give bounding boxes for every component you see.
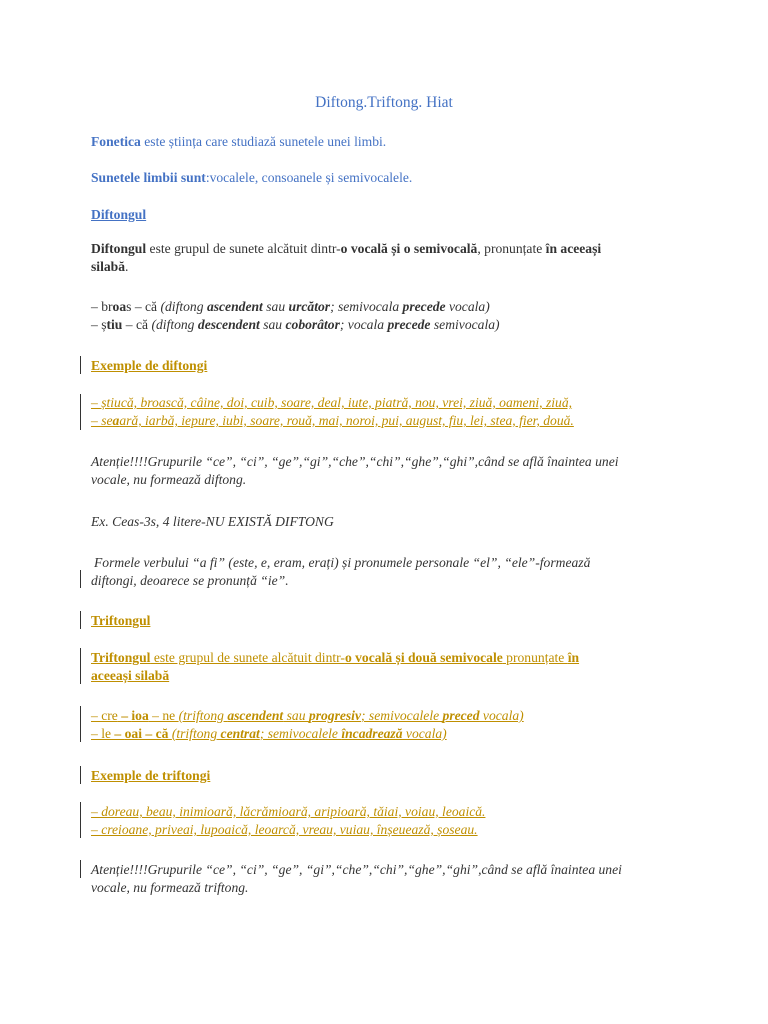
example-bold-italic: încadrează bbox=[341, 726, 403, 741]
diftongi-examples-line2 bbox=[91, 412, 574, 430]
example-bold-italic: progresiv bbox=[308, 708, 361, 723]
example-bold: ioa bbox=[131, 708, 149, 723]
example-text: ară, iarbă, iepure, iubi, soare, rouă, mai, noroi, pui, august, fiu, lei, stea, fier, două. bbox=[119, 413, 574, 428]
diftong-definition-line2 bbox=[91, 258, 128, 276]
example-text: – le bbox=[91, 726, 112, 741]
example-bold-italic: descendent bbox=[197, 317, 260, 332]
example-italic: ; vocala bbox=[339, 317, 388, 332]
definition-bold: în bbox=[567, 650, 580, 665]
example-bold-italic: ascendent bbox=[206, 299, 263, 314]
revision-bar bbox=[80, 356, 81, 374]
example-stiu bbox=[91, 316, 500, 334]
revision-bar bbox=[80, 860, 81, 878]
example-text: s – că bbox=[126, 299, 161, 314]
example-bold-italic: centrat bbox=[220, 726, 260, 741]
revision-bar bbox=[80, 394, 81, 430]
example-text: – cre bbox=[91, 708, 118, 723]
example-italic: sau bbox=[283, 708, 309, 723]
page-title: Diftong.Triftong. Hiat bbox=[315, 94, 453, 111]
diftong-definition-line1 bbox=[91, 240, 601, 258]
example-italic: vocala) bbox=[402, 726, 447, 741]
example-text: – se bbox=[91, 413, 113, 428]
atentie-triftong-line2: vocale, nu formează triftong. bbox=[91, 880, 249, 895]
example-italic: vocala) bbox=[445, 299, 490, 314]
example-bold: – bbox=[111, 726, 125, 741]
example-italic: sau bbox=[259, 317, 286, 332]
example-italic: (triftong bbox=[171, 726, 221, 741]
diftongul-heading: Diftongul bbox=[91, 207, 147, 222]
example-bold-italic: urcător bbox=[288, 299, 331, 314]
atentie-diftong-line1: Atenție!!!!Grupurile “ce”, “ci”, “ge”,“gi”,“che”,“chi”,“ghe”,“ghi”,când se află înaintea unei bbox=[91, 454, 619, 469]
example-bold: – că bbox=[141, 726, 172, 741]
example-bold-italic: precede bbox=[402, 299, 446, 314]
revision-bar bbox=[80, 802, 81, 838]
fonetica-text: este știința care studiază sunetele unei limbi. bbox=[140, 134, 387, 149]
example-broasca bbox=[91, 298, 490, 316]
revision-bar bbox=[80, 570, 81, 588]
sunetele-text: :vocalele, consoanele și semivocalele. bbox=[205, 170, 413, 185]
example-text: – br bbox=[91, 299, 113, 314]
triftongi-examples-line1: – doreau, beau, inimioară, lăcrămioară, aripioară, tăiai, voiau, leoaică. bbox=[91, 804, 486, 819]
example-italic: sau bbox=[262, 299, 289, 314]
example-text: – ne bbox=[148, 708, 179, 723]
example-bold: a bbox=[112, 413, 120, 428]
triftongul-heading: Triftongul bbox=[91, 613, 151, 628]
definition-text: pronunțate bbox=[502, 650, 568, 665]
example-italic: (diftong bbox=[151, 317, 198, 332]
example-italic: (diftong bbox=[160, 299, 207, 314]
fonetica-paragraph bbox=[91, 133, 386, 151]
triftong-definition-line1 bbox=[91, 649, 579, 667]
exemple-diftongi-heading: Exemple de diftongi bbox=[91, 358, 208, 373]
example-bold: – bbox=[117, 708, 132, 723]
example-italic: ; semivocalele bbox=[259, 726, 342, 741]
sunetele-paragraph bbox=[91, 169, 412, 187]
diftongi-examples-line1: – știucă, broască, câine, doi, cuib, soare, deal, iute, piatră, nou, vrei, ziuă, oameni, ziuă, bbox=[91, 395, 573, 410]
definition-bold: silabă bbox=[91, 259, 125, 274]
triftongi-examples-line2: – creioane, priveai, lupoaică, leoarcă, vreau, vuiau, înșeuează, șoseau. bbox=[91, 822, 478, 837]
example-bold: oai bbox=[124, 726, 142, 741]
example-italic: semivocala) bbox=[430, 317, 500, 332]
example-text: – că bbox=[122, 317, 152, 332]
triftong-definition-line2 bbox=[91, 667, 169, 685]
example-text: – ș bbox=[91, 317, 107, 332]
formele-line1: Formele verbului “a fi” (este, e, eram, erați) și pronumele personale “el”, “ele”-formează bbox=[94, 555, 591, 570]
ex-ceas: Ex. Ceas-3s, 4 litere-NU EXISTĂ DIFTONG bbox=[91, 514, 334, 529]
example-bold-italic: preced bbox=[442, 708, 480, 723]
example-italic: (triftong bbox=[178, 708, 228, 723]
example-bold-italic: precede bbox=[387, 317, 431, 332]
atentie-diftong-line2: vocale, nu formează diftong. bbox=[91, 472, 247, 487]
revision-bar bbox=[80, 648, 81, 684]
example-italic: ; semivocalele bbox=[361, 708, 443, 723]
diftong-term: Diftongul bbox=[91, 241, 147, 256]
revision-bar bbox=[80, 611, 81, 629]
triftong-term: Triftongul bbox=[91, 650, 151, 665]
definition-bold: în aceeași bbox=[545, 241, 602, 256]
example-bold-italic: ascendent bbox=[227, 708, 284, 723]
example-bold-italic: coborâtor bbox=[285, 317, 340, 332]
sunetele-term: Sunetele limbii sunt bbox=[91, 170, 206, 185]
example-italic: ; semivocala bbox=[330, 299, 403, 314]
definition-text: . bbox=[125, 259, 129, 274]
example-bold: oa bbox=[112, 299, 127, 314]
fonetica-term: Fonetica bbox=[91, 134, 141, 149]
example-leoaica bbox=[91, 725, 447, 743]
example-creioane bbox=[91, 707, 524, 725]
definition-text: , pronunțate bbox=[477, 241, 546, 256]
definition-bold: aceeași silabă bbox=[91, 668, 170, 683]
definition-bold: o vocală și două semivocale bbox=[344, 650, 503, 665]
formele-line2: diftongi, deoarece se pronunță “ie”. bbox=[91, 573, 289, 588]
example-italic: vocala) bbox=[479, 708, 524, 723]
example-bold: tiu bbox=[106, 317, 123, 332]
definition-text: este grupul de sunete alcătuit dintr- bbox=[150, 650, 345, 665]
revision-bar bbox=[80, 706, 81, 742]
exemple-triftongi-heading: Exemple de triftongi bbox=[91, 768, 211, 783]
definition-text: este grupul de sunete alcătuit dintr- bbox=[146, 241, 341, 256]
atentie-triftong-line1: Atenție!!!!Grupurile “ce”, “ci”, “ge”, “gi”,“che”,“chi”,“ghe”,“ghi”,când se află înaintea unei bbox=[91, 862, 622, 877]
definition-bold: o vocală și o semivocală bbox=[340, 241, 478, 256]
revision-bar bbox=[80, 766, 81, 784]
